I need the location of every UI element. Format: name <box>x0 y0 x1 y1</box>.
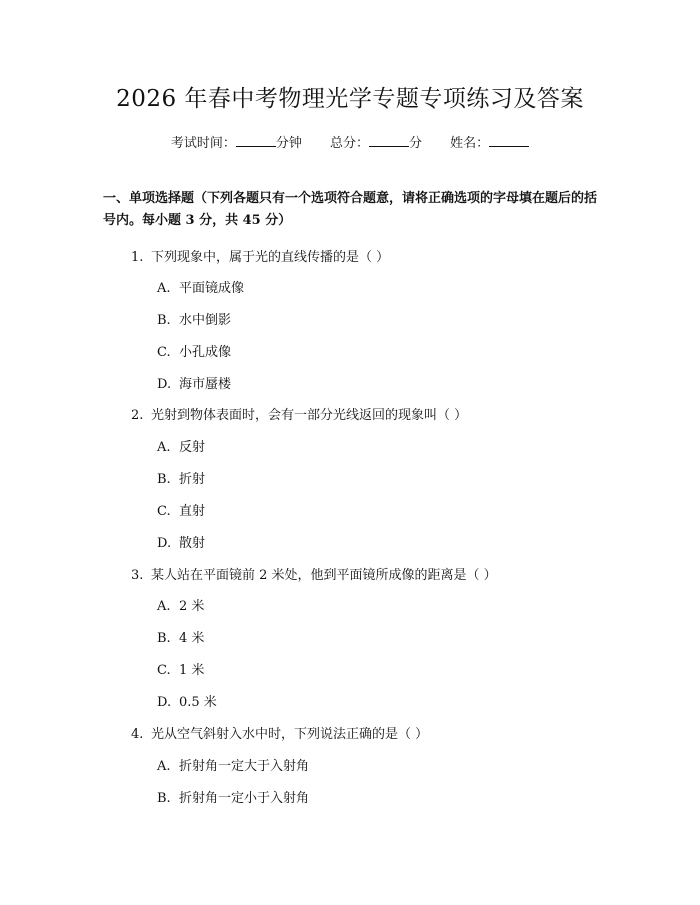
option[interactable] <box>157 277 244 296</box>
option-text: 1 米 <box>179 663 205 678</box>
option-text: 散射 <box>179 536 206 551</box>
time-field <box>171 132 302 151</box>
option[interactable] <box>157 755 309 774</box>
name-blank[interactable] <box>489 134 529 147</box>
question <box>131 723 428 742</box>
option[interactable] <box>157 787 309 806</box>
option-letter: B. <box>157 472 171 487</box>
option-text: 折射 <box>179 472 206 487</box>
option[interactable] <box>157 627 204 646</box>
option[interactable] <box>157 309 231 328</box>
option-text: 折射角一定小于入射角 <box>179 791 310 806</box>
question <box>131 564 497 583</box>
option[interactable] <box>157 659 204 678</box>
score-field <box>330 132 422 151</box>
option-letter: D. <box>157 377 172 392</box>
option-letter: C. <box>157 504 171 519</box>
option-text: 反射 <box>179 440 206 455</box>
question-text: 光射到物体表面时，会有一部分光线返回的现象叫（ ） <box>151 408 468 423</box>
question-number: 3. <box>131 568 144 583</box>
option-letter: C. <box>157 345 171 360</box>
name-field <box>450 132 529 151</box>
option[interactable] <box>157 691 217 710</box>
option-letter: B. <box>157 791 171 806</box>
option[interactable] <box>157 373 231 392</box>
option-letter: D. <box>157 695 172 710</box>
option[interactable] <box>157 500 205 519</box>
option-text: 折射角一定大于入射角 <box>179 759 310 774</box>
question-number: 1. <box>131 250 144 265</box>
option-letter: D. <box>157 536 172 551</box>
question-text: 光从空气斜射入水中时，下列说法正确的是（ ） <box>151 727 429 742</box>
option[interactable] <box>157 532 205 551</box>
option-letter: A. <box>157 599 171 614</box>
option-letter: B. <box>157 313 171 328</box>
option-text: 海市蜃楼 <box>179 377 232 392</box>
option-text: 0.5 米 <box>179 695 217 710</box>
option-letter: A. <box>157 281 171 296</box>
option[interactable] <box>157 468 205 487</box>
option[interactable] <box>157 436 205 455</box>
question <box>131 404 467 423</box>
time-label: 考试时间： <box>170 136 236 151</box>
question-number: 4. <box>131 727 144 742</box>
name-label: 姓名： <box>450 136 490 151</box>
option-text: 水中倒影 <box>179 313 232 328</box>
question-number: 2. <box>131 408 144 423</box>
section-heading: 一、单项选择题（下列各题只有一个选项符合题意，请将正确选项的字母填在题后的括号内。每小题 3 分，共 45 分） <box>103 191 598 228</box>
option-text: 2 米 <box>179 599 205 614</box>
exam-info-line <box>0 132 700 151</box>
option-letter: C. <box>157 663 171 678</box>
score-label: 总分： <box>329 136 369 151</box>
option-text: 4 米 <box>179 631 205 646</box>
option-text: 直射 <box>179 504 206 519</box>
page-title: 2026 年春中考物理光学专题专项练习及答案 <box>116 86 584 112</box>
option-text: 平面镜成像 <box>179 281 245 296</box>
time-unit: 分钟 <box>275 136 302 151</box>
question-text: 某人站在平面镜前 2 米处，他到平面镜所成像的距离是（ ） <box>151 568 497 583</box>
option-letter: A. <box>157 759 171 774</box>
option-text: 小孔成像 <box>179 345 232 360</box>
question-text: 下列现象中，属于光的直线传播的是（ ） <box>151 250 390 265</box>
time-blank[interactable] <box>236 134 276 147</box>
question <box>131 246 389 265</box>
option-letter: B. <box>157 631 171 646</box>
score-unit: 分 <box>409 136 423 151</box>
option[interactable] <box>157 595 204 614</box>
option-letter: A. <box>157 440 171 455</box>
option[interactable] <box>157 341 231 360</box>
score-blank[interactable] <box>369 134 409 147</box>
